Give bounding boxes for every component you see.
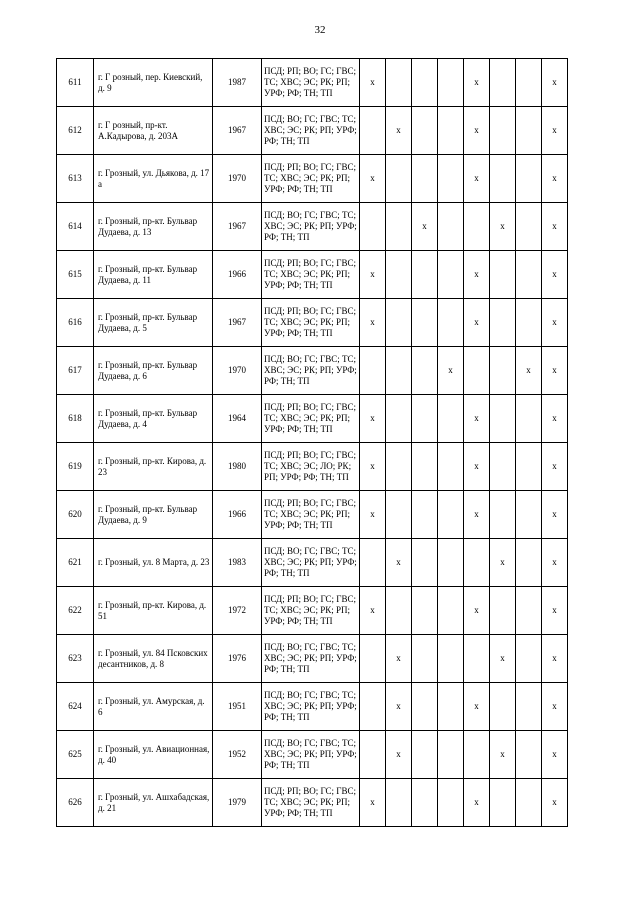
table-row bbox=[57, 203, 568, 251]
work-mark-cell bbox=[516, 683, 542, 731]
work-mark-cell bbox=[438, 731, 464, 779]
address-cell: г. Грозный, пр-кт. Бульвар Дудаева, д. 5 bbox=[94, 299, 213, 347]
work-mark-cell: x bbox=[464, 587, 490, 635]
work-mark-cell bbox=[412, 635, 438, 683]
year-cell: 1966 bbox=[213, 251, 262, 299]
row-number-cell: 624 bbox=[57, 683, 94, 731]
address-cell: г. Грозный, ул. 8 Марта, д. 23 bbox=[94, 539, 213, 587]
address-cell: г. Грозный, ул. Авиационная, д. 40 bbox=[94, 731, 213, 779]
work-mark-cell bbox=[412, 443, 438, 491]
table-row bbox=[57, 347, 568, 395]
works-list-cell: ПСД; РП; ВО; ГС; ГВС; ТС; ХВС; ЭС; ЛО; РК; РП; УРФ; РФ; ТН; ТП bbox=[262, 443, 360, 491]
address-cell: г. Грозный, пр-кт. Бульвар Дудаева, д. 13 bbox=[94, 203, 213, 251]
work-mark-cell bbox=[516, 443, 542, 491]
works-list-cell: ПСД; ВО; ГС; ГВС; ТС; ХВС; ЭС; РК; РП; УРФ; РФ; ТН; ТП bbox=[262, 347, 360, 395]
year-cell: 1983 bbox=[213, 539, 262, 587]
address-cell: г. Грозный, пр-кт. Бульвар Дудаева, д. 11 bbox=[94, 251, 213, 299]
work-mark-cell bbox=[438, 587, 464, 635]
work-mark-cell: x bbox=[360, 299, 386, 347]
work-mark-cell bbox=[438, 155, 464, 203]
work-mark-cell: x bbox=[464, 683, 490, 731]
page-number: 32 bbox=[314, 24, 326, 36]
table-row bbox=[57, 683, 568, 731]
work-mark-cell: x bbox=[542, 155, 568, 203]
work-mark-cell bbox=[438, 683, 464, 731]
row-number-cell: 619 bbox=[57, 443, 94, 491]
work-mark-cell bbox=[516, 395, 542, 443]
work-mark-cell: x bbox=[542, 539, 568, 587]
work-mark-cell: x bbox=[542, 635, 568, 683]
work-mark-cell: x bbox=[464, 491, 490, 539]
works-list-cell: ПСД; РП; ВО; ГС; ГВС; ТС; ХВС; ЭС; РК; РП; УРФ; РФ; ТН; ТП bbox=[262, 779, 360, 827]
work-mark-cell bbox=[412, 779, 438, 827]
work-mark-cell bbox=[438, 539, 464, 587]
work-mark-cell bbox=[438, 203, 464, 251]
table-row bbox=[57, 587, 568, 635]
works-list-cell: ПСД; ВО; ГС; ГВС; ТС; ХВС; ЭС; РК; РП; УРФ; РФ; ТН; ТП bbox=[262, 683, 360, 731]
work-mark-cell bbox=[438, 395, 464, 443]
year-cell: 1966 bbox=[213, 491, 262, 539]
work-mark-cell bbox=[490, 107, 516, 155]
address-cell: г. Грозный, ул. Дьякова, д. 17 а bbox=[94, 155, 213, 203]
address-cell: г. Г розный, пр-кт. А.Кадырова, д. 203А bbox=[94, 107, 213, 155]
table-row bbox=[57, 251, 568, 299]
works-list-cell: ПСД; ВО; ГС; ГВС; ТС; ХВС; ЭС; РК; РП; УРФ; РФ; ТН; ТП bbox=[262, 731, 360, 779]
work-mark-cell bbox=[386, 395, 412, 443]
row-number-cell: 612 bbox=[57, 107, 94, 155]
work-mark-cell bbox=[360, 107, 386, 155]
work-mark-cell bbox=[438, 779, 464, 827]
table-row bbox=[57, 779, 568, 827]
work-mark-cell: x bbox=[490, 635, 516, 683]
work-mark-cell: x bbox=[464, 107, 490, 155]
work-mark-cell: x bbox=[542, 251, 568, 299]
work-mark-cell: x bbox=[542, 443, 568, 491]
row-number-cell: 625 bbox=[57, 731, 94, 779]
work-mark-cell bbox=[412, 347, 438, 395]
work-mark-cell: x bbox=[386, 731, 412, 779]
work-mark-cell: x bbox=[542, 731, 568, 779]
works-list-cell: ПСД; ВО; ГС; ГВС; ТС; ХВС; ЭС; РК; РП; УРФ; РФ; ТН; ТП bbox=[262, 107, 360, 155]
works-list-cell: ПСД; РП; ВО; ГС; ГВС; ТС; ХВС; ЭС; РК; РП; УРФ; РФ; ТН; ТП bbox=[262, 587, 360, 635]
work-mark-cell bbox=[386, 251, 412, 299]
work-mark-cell bbox=[412, 59, 438, 107]
row-number-cell: 611 bbox=[57, 59, 94, 107]
table-row bbox=[57, 443, 568, 491]
table-row bbox=[57, 107, 568, 155]
work-mark-cell bbox=[360, 347, 386, 395]
works-list-cell: ПСД; РП; ВО; ГС; ГВС; ТС; ХВС; ЭС; РК; РП; УРФ; РФ; ТН; ТП bbox=[262, 299, 360, 347]
work-mark-cell: x bbox=[360, 155, 386, 203]
row-number-cell: 622 bbox=[57, 587, 94, 635]
year-cell: 1964 bbox=[213, 395, 262, 443]
work-mark-cell: x bbox=[516, 347, 542, 395]
work-mark-cell: x bbox=[542, 779, 568, 827]
address-cell: г. Грозный, ул. 84 Псковских десантников, д. 8 bbox=[94, 635, 213, 683]
work-mark-cell bbox=[490, 779, 516, 827]
year-cell: 1967 bbox=[213, 107, 262, 155]
work-mark-cell bbox=[438, 491, 464, 539]
work-mark-cell: x bbox=[542, 683, 568, 731]
works-list-cell: ПСД; РП; ВО; ГС; ГВС; ТС; ХВС; ЭС; РК; РП; УРФ; РФ; ТН; ТП bbox=[262, 59, 360, 107]
work-mark-cell bbox=[516, 779, 542, 827]
work-mark-cell bbox=[412, 299, 438, 347]
work-mark-cell: x bbox=[464, 443, 490, 491]
work-mark-cell bbox=[464, 203, 490, 251]
year-cell: 1980 bbox=[213, 443, 262, 491]
work-mark-cell bbox=[386, 779, 412, 827]
work-mark-cell: x bbox=[438, 347, 464, 395]
work-mark-cell: x bbox=[542, 203, 568, 251]
work-mark-cell bbox=[412, 731, 438, 779]
table-row bbox=[57, 155, 568, 203]
year-cell: 1987 bbox=[213, 59, 262, 107]
address-cell: г. Грозный, пр-кт. Кирова, д. 51 bbox=[94, 587, 213, 635]
work-mark-cell bbox=[412, 491, 438, 539]
row-number-cell: 613 bbox=[57, 155, 94, 203]
work-mark-cell: x bbox=[464, 59, 490, 107]
work-mark-cell: x bbox=[542, 491, 568, 539]
work-mark-cell bbox=[490, 347, 516, 395]
year-cell: 1970 bbox=[213, 155, 262, 203]
work-mark-cell bbox=[360, 683, 386, 731]
work-mark-cell bbox=[516, 587, 542, 635]
works-list-cell: ПСД; ВО; ГС; ГВС; ТС; ХВС; ЭС; РК; РП; УРФ; РФ; ТН; ТП bbox=[262, 203, 360, 251]
work-mark-cell: x bbox=[490, 539, 516, 587]
work-mark-cell bbox=[490, 587, 516, 635]
work-mark-cell bbox=[412, 107, 438, 155]
address-cell: г. Грозный, пр-кт. Бульвар Дудаева, д. 9 bbox=[94, 491, 213, 539]
work-mark-cell bbox=[438, 299, 464, 347]
work-mark-cell: x bbox=[464, 155, 490, 203]
works-list-cell: ПСД; ВО; ГС; ГВС; ТС; ХВС; ЭС; РК; РП; УРФ; РФ; ТН; ТП bbox=[262, 635, 360, 683]
table-row bbox=[57, 731, 568, 779]
work-mark-cell bbox=[464, 539, 490, 587]
work-mark-cell bbox=[412, 251, 438, 299]
year-cell: 1979 bbox=[213, 779, 262, 827]
works-list-cell: ПСД; ВО; ГС; ГВС; ТС; ХВС; ЭС; РК; РП; УРФ; РФ; ТН; ТП bbox=[262, 539, 360, 587]
row-number-cell: 614 bbox=[57, 203, 94, 251]
row-number-cell: 623 bbox=[57, 635, 94, 683]
work-mark-cell: x bbox=[542, 107, 568, 155]
work-mark-cell bbox=[412, 395, 438, 443]
work-mark-cell bbox=[386, 59, 412, 107]
work-mark-cell bbox=[386, 443, 412, 491]
work-mark-cell bbox=[464, 731, 490, 779]
work-mark-cell: x bbox=[386, 635, 412, 683]
work-mark-cell bbox=[438, 107, 464, 155]
year-cell: 1970 bbox=[213, 347, 262, 395]
work-mark-cell bbox=[516, 731, 542, 779]
work-mark-cell: x bbox=[386, 539, 412, 587]
work-mark-cell bbox=[490, 59, 516, 107]
row-number-cell: 617 bbox=[57, 347, 94, 395]
address-cell: г. Грозный, пр-кт. Кирова, д. 23 bbox=[94, 443, 213, 491]
work-mark-cell bbox=[516, 203, 542, 251]
work-mark-cell bbox=[438, 635, 464, 683]
work-mark-cell bbox=[516, 155, 542, 203]
work-mark-cell: x bbox=[542, 299, 568, 347]
work-mark-cell bbox=[386, 587, 412, 635]
year-cell: 1972 bbox=[213, 587, 262, 635]
work-mark-cell: x bbox=[360, 443, 386, 491]
work-mark-cell bbox=[490, 443, 516, 491]
work-mark-cell bbox=[516, 251, 542, 299]
year-cell: 1976 bbox=[213, 635, 262, 683]
work-mark-cell bbox=[412, 587, 438, 635]
table-row bbox=[57, 59, 568, 107]
work-mark-cell bbox=[360, 203, 386, 251]
work-mark-cell bbox=[412, 539, 438, 587]
work-mark-cell: x bbox=[386, 683, 412, 731]
year-cell: 1967 bbox=[213, 203, 262, 251]
work-mark-cell: x bbox=[542, 347, 568, 395]
works-list-cell: ПСД; РП; ВО; ГС; ГВС; ТС; ХВС; ЭС; РК; РП; УРФ; РФ; ТН; ТП bbox=[262, 251, 360, 299]
work-mark-cell: x bbox=[360, 251, 386, 299]
work-mark-cell: x bbox=[542, 587, 568, 635]
work-mark-cell: x bbox=[464, 395, 490, 443]
row-number-cell: 618 bbox=[57, 395, 94, 443]
work-mark-cell bbox=[386, 155, 412, 203]
address-cell: г. Грозный, пр-кт. Бульвар Дудаева, д. 6 bbox=[94, 347, 213, 395]
address-cell: г. Г розный, пер. Киевский, д. 9 bbox=[94, 59, 213, 107]
work-mark-cell: x bbox=[360, 59, 386, 107]
work-mark-cell bbox=[516, 539, 542, 587]
table-row bbox=[57, 395, 568, 443]
year-cell: 1952 bbox=[213, 731, 262, 779]
work-mark-cell bbox=[386, 203, 412, 251]
works-list-cell: ПСД; РП; ВО; ГС; ГВС; ТС; ХВС; ЭС; РК; РП; УРФ; РФ; ТН; ТП bbox=[262, 491, 360, 539]
works-list-cell: ПСД; РП; ВО; ГС; ГВС; ТС; ХВС; ЭС; РК; РП; УРФ; РФ; ТН; ТП bbox=[262, 155, 360, 203]
table-row bbox=[57, 635, 568, 683]
address-cell: г. Грозный, пр-кт. Бульвар Дудаева, д. 4 bbox=[94, 395, 213, 443]
work-mark-cell bbox=[386, 491, 412, 539]
work-mark-cell: x bbox=[464, 779, 490, 827]
work-mark-cell: x bbox=[360, 779, 386, 827]
year-cell: 1967 bbox=[213, 299, 262, 347]
work-mark-cell: x bbox=[360, 395, 386, 443]
table-row bbox=[57, 491, 568, 539]
works-list-cell: ПСД; РП; ВО; ГС; ГВС; ТС; ХВС; ЭС; РК; РП; УРФ; РФ; ТН; ТП bbox=[262, 395, 360, 443]
work-mark-cell bbox=[438, 59, 464, 107]
row-number-cell: 620 bbox=[57, 491, 94, 539]
work-mark-cell: x bbox=[490, 203, 516, 251]
work-mark-cell bbox=[516, 635, 542, 683]
work-mark-cell bbox=[386, 299, 412, 347]
work-mark-cell bbox=[516, 491, 542, 539]
row-number-cell: 616 bbox=[57, 299, 94, 347]
work-mark-cell bbox=[516, 107, 542, 155]
work-mark-cell bbox=[464, 347, 490, 395]
row-number-cell: 615 bbox=[57, 251, 94, 299]
work-mark-cell bbox=[438, 251, 464, 299]
table-row bbox=[57, 539, 568, 587]
address-cell: г. Грозный, ул. Амурская, д. 6 bbox=[94, 683, 213, 731]
table-row bbox=[57, 299, 568, 347]
work-mark-cell bbox=[490, 299, 516, 347]
work-mark-cell bbox=[490, 395, 516, 443]
work-mark-cell bbox=[412, 155, 438, 203]
work-mark-cell: x bbox=[490, 731, 516, 779]
work-mark-cell: x bbox=[464, 299, 490, 347]
work-mark-cell bbox=[360, 539, 386, 587]
work-mark-cell: x bbox=[464, 251, 490, 299]
work-mark-cell bbox=[516, 59, 542, 107]
work-mark-cell bbox=[412, 683, 438, 731]
work-mark-cell: x bbox=[412, 203, 438, 251]
work-mark-cell bbox=[360, 731, 386, 779]
work-mark-cell: x bbox=[360, 587, 386, 635]
work-mark-cell: x bbox=[360, 491, 386, 539]
row-number-cell: 626 bbox=[57, 779, 94, 827]
work-mark-cell bbox=[490, 683, 516, 731]
work-mark-cell bbox=[490, 251, 516, 299]
table-body bbox=[57, 59, 568, 827]
work-mark-cell bbox=[490, 155, 516, 203]
work-mark-cell bbox=[516, 299, 542, 347]
work-mark-cell bbox=[360, 635, 386, 683]
housing-register-table bbox=[56, 58, 568, 827]
work-mark-cell: x bbox=[386, 107, 412, 155]
work-mark-cell bbox=[464, 635, 490, 683]
row-number-cell: 621 bbox=[57, 539, 94, 587]
work-mark-cell bbox=[490, 491, 516, 539]
address-cell: г. Грозный, ул. Ашхабадская, д. 21 bbox=[94, 779, 213, 827]
work-mark-cell bbox=[438, 443, 464, 491]
work-mark-cell bbox=[386, 347, 412, 395]
work-mark-cell: x bbox=[542, 59, 568, 107]
year-cell: 1951 bbox=[213, 683, 262, 731]
work-mark-cell: x bbox=[542, 395, 568, 443]
